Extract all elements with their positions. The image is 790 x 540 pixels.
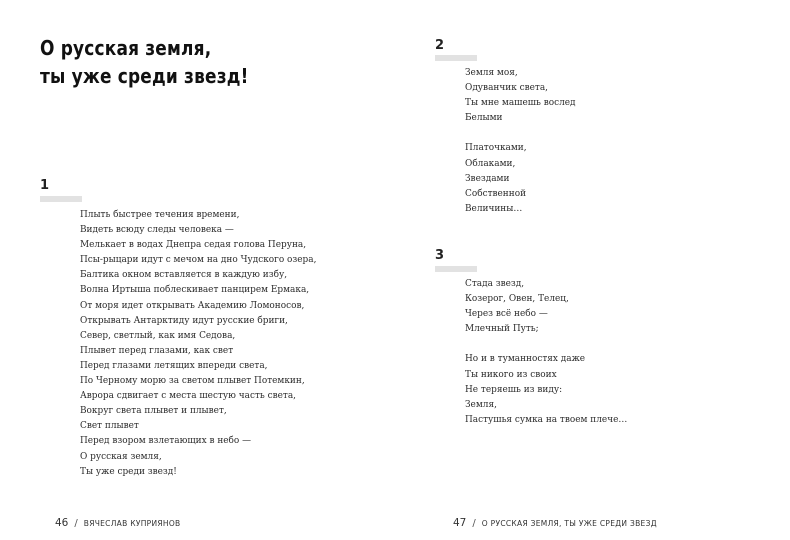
verse-line: Через всё небо — (465, 308, 548, 320)
verse-line: Ты никого из своих (465, 368, 557, 380)
page-number: 46 (55, 517, 69, 529)
verse-line: Плыть быстрее течения времени, (80, 209, 240, 220)
verse-line: Вокруг света плывет и плывет, (80, 405, 227, 417)
verse-line: Козерог, Овен, Телец, (465, 293, 569, 305)
verse-line: Звездами (465, 172, 510, 184)
verse-line: Балтика окном вставляется в каждую избу, (80, 269, 288, 281)
verse-line: Волна Иртыша поблескивает панцирем Ермака, (80, 284, 310, 296)
verse-line: Плывет перед глазами, как свет (80, 344, 234, 356)
verse-line: Открывать Антарктиду идут русские бриги, (80, 314, 288, 326)
verse-line: Белыми (465, 112, 503, 124)
verse-line: Одуванчик света, (465, 82, 549, 94)
section-divider-1 (40, 196, 82, 202)
verse-line: Псы-рыцари идут с мечом на дно Чудского озера, (80, 254, 317, 266)
right-page (395, 0, 790, 540)
section-divider-3 (435, 266, 477, 272)
verse-line: Земля моя, (465, 67, 518, 78)
title-line-1: О русская земля, (40, 36, 212, 60)
poem-title (40, 34, 267, 90)
section-number-1: 1 (40, 178, 50, 193)
verse-line: Север, светлый, как имя Седова, (80, 329, 236, 341)
page-number: 47 (453, 517, 467, 529)
right-page-footer (453, 517, 657, 529)
verse-line: Перед глазами летящих впереди света, (80, 359, 268, 371)
verse-line: Пастушья сумка на твоем плече… (465, 413, 628, 425)
running-head-author: ВЯЧЕСЛАВ КУПРИЯНОВ (83, 519, 181, 528)
verse-line: Стада звезд, (465, 278, 525, 289)
verse-line: По Черному морю за светом плывет Потемкин, (80, 375, 305, 387)
footer-separator: / (472, 518, 476, 529)
verse-line: Мелькает в водах Днепра седая голова Перуна, (80, 239, 307, 251)
section-divider-2 (435, 55, 477, 61)
title-line-2: ты уже среди звезд! (40, 64, 249, 88)
poem-section-1 (80, 207, 316, 479)
verse-line: Платочками, (465, 142, 527, 154)
section-number-2: 2 (435, 38, 445, 53)
section-number-3: 3 (435, 248, 445, 263)
poem-section-3 (465, 276, 627, 427)
verse-line: Земля, (465, 398, 497, 410)
verse-line: Свет плывет (80, 420, 139, 432)
verse-line: Видеть всюду следы человека — (80, 224, 234, 236)
poem-section-2 (465, 65, 576, 216)
verse-line: Облаками, (465, 157, 516, 169)
stanza-break (465, 336, 627, 351)
verse-line: Ты мне машешь вослед (465, 97, 576, 109)
verse-line: Но и в туманностях даже (465, 353, 586, 365)
running-head-title: О РУССКАЯ ЗЕМЛЯ, ТЫ УЖЕ СРЕДИ ЗВЕЗД (481, 519, 657, 528)
stanza-break (465, 125, 576, 140)
verse-line: Собственной (465, 187, 527, 199)
left-page-footer (55, 517, 181, 529)
verse-line: Аврора сдвигает с места шестую часть света, (80, 390, 296, 402)
verse-line: Ты уже среди звезд! (80, 465, 177, 477)
verse-line: Не теряешь из виду: (465, 383, 563, 395)
verse-line: Величины… (465, 202, 523, 214)
verse-line: Перед взором взлетающих в небо — (80, 435, 252, 447)
verse-line: От моря идет открывать Академию Ломоносов, (80, 299, 305, 311)
footer-separator: / (74, 518, 78, 529)
verse-line: Млечный Путь; (465, 323, 539, 335)
verse-line: О русская земля, (80, 450, 162, 462)
